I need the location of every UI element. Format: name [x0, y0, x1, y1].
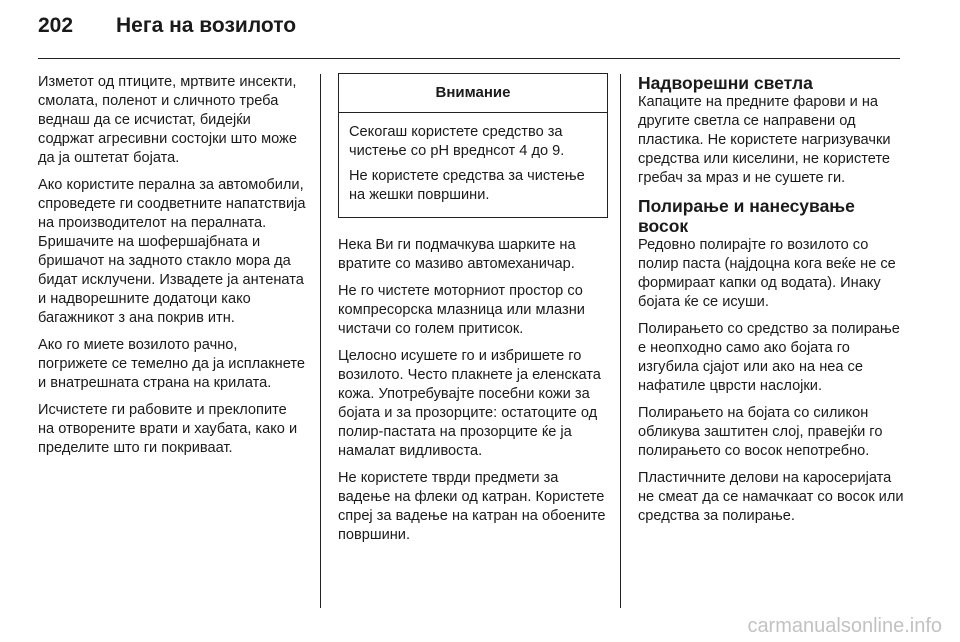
- watermark: carmanualsonline.info: [747, 615, 942, 637]
- warning-text: Секогаш користете средство за чистење со pH вреднсот 4 до 9.: [349, 124, 565, 159]
- column-middle: [338, 73, 608, 553]
- paragraph: Не го чистете моторниот простор со компресорска млазница или млазни чистачи со голем притисок.: [338, 283, 585, 337]
- warning-box: [338, 73, 608, 218]
- column-right: [638, 73, 906, 534]
- paragraph: Не користете тврди предмети за вадење на флеки од катран. Користете спреј за вадење на катран на обоените површини.: [338, 470, 606, 543]
- column-divider-1: [320, 74, 321, 608]
- middle-text: [338, 228, 608, 545]
- warning-title: Внимание: [339, 74, 607, 113]
- paragraph: Изметот од птиците, мртвите инсекти, смолата, поленот и сличното треба веднаш да се исчистат, бидејќи содржат агресивни состојки што може да ја оштетат бојата.: [38, 74, 297, 166]
- paragraph: Ако го миете возилото рачно, погрижете се темелно да ја исплакнете и внатрешната страна на крилата.: [38, 337, 306, 391]
- paragraph: Нека Ви ги подмачкува шарките на вратите со мазиво автомеханичар.: [338, 237, 576, 272]
- column-divider-2: [620, 74, 621, 608]
- paragraph: Целосно исушете го и избришете го возилото. Често плакнете ја еленската кожа. Употребувајте посебни кожи за бојата и за прозорците: остатоците од полир-пастата на прозорците ќе ја намалат видливоста.: [338, 348, 601, 459]
- paragraph: Ако користите перална за автомобили, спроведете ги соодветните напатствија на производителот на пералната. Бришачите на шофершајбната и бришачот на задното стакло мора да бидат исклучени. Извадете ја антената и надворешните додатоци како багажникот з ана покрив итн.: [38, 177, 306, 326]
- page-header: [38, 14, 918, 50]
- warning-body: [339, 113, 607, 217]
- header-rule: [38, 58, 900, 59]
- paragraph: Исчистете ги рабовите и преклопите на отворените врати и хаубата, како и пределите што ги покриваат.: [38, 402, 298, 456]
- column-left: [38, 73, 306, 466]
- subheading-polishing: Полирање и нанесување восок: [638, 196, 855, 236]
- paragraph: Полирањето на бојата со силикон обликува заштитен слој, правејќи го полирањето со восок непотребно.: [638, 405, 883, 459]
- subheading-exterior-lights: Надворешни светла: [638, 73, 813, 93]
- paragraph: Редовно полирајте го возилото со полир паста (најдоцна кога веќе не се формираат капки од водата). Инаку бојата ќе се исуши.: [638, 237, 896, 310]
- paragraph: Полирањето со средство за полирање е неопходно само ако бојата го изгубила сјајот или ако на неа се нафатиле цврсти наслојки.: [638, 321, 900, 394]
- paragraph: Капаците на предните фарови и на другите светла се направени од пластика. Не користете нагризувачки средства или киселини, не користете гребач за мраз и не сушете ги.: [638, 94, 891, 186]
- section-title: Нега на возилото: [116, 14, 297, 37]
- page-number: 202: [38, 14, 74, 37]
- paragraph: Пластичните делови на каросеријата не смеат да се намачкаат со восок или средства за полирање.: [638, 470, 904, 524]
- warning-text: Не користете средства за чистење на жешки површини.: [349, 168, 585, 203]
